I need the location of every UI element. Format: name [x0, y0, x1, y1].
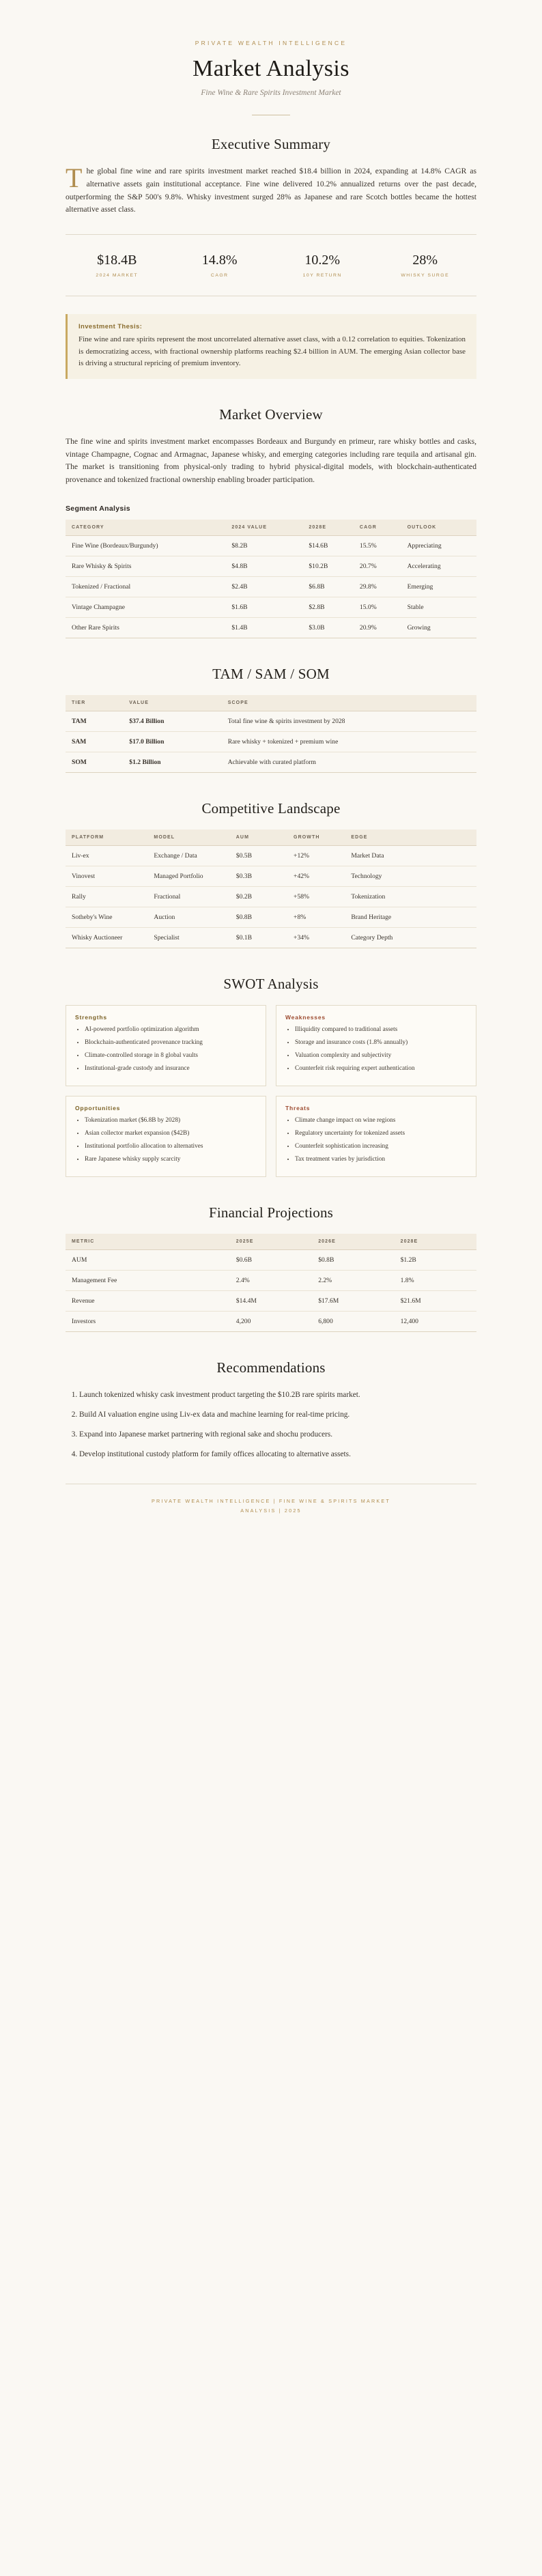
- cell-2024-value: $4.8B: [225, 556, 302, 577]
- cell-category: Other Rare Spirits: [66, 618, 225, 638]
- table-header-row: [66, 1234, 476, 1250]
- cell-2028e: $14.6B: [302, 536, 354, 556]
- table-row: [66, 1270, 476, 1290]
- tam-sam-som-heading: TAM / SAM / SOM: [212, 666, 330, 683]
- stat-value: 10.2%: [304, 253, 341, 268]
- cell-value: $17.0 Billion: [123, 732, 221, 752]
- table-row: [66, 1311, 476, 1331]
- table-row: [66, 618, 476, 638]
- stat-item: [169, 253, 272, 278]
- column-header: OUTLOOK: [401, 520, 476, 536]
- column-header: MODEL: [147, 830, 229, 846]
- swot-list: [75, 1025, 257, 1074]
- cell-2028e: 1.8%: [395, 1270, 476, 1290]
- column-header: 2026E: [312, 1234, 394, 1250]
- swot-grid: [66, 1005, 476, 1177]
- swot-list-item: • Institutional-grade custody and insurance: [85, 1064, 257, 1074]
- section-recommendations: [66, 1359, 476, 1460]
- cell-2025e: $0.6B: [230, 1249, 312, 1270]
- column-header: 2028E: [302, 520, 354, 536]
- swot-card-weaknesses: [276, 1005, 476, 1086]
- stat-item: [374, 253, 477, 278]
- column-header: PLATFORM: [66, 830, 147, 846]
- swot-heading: SWOT Analysis: [223, 976, 319, 993]
- swot-list-item: • Blockchain-authenticated provenance tracking: [85, 1038, 257, 1048]
- cell-growth: +42%: [287, 866, 345, 887]
- cell-2026e: 6,800: [312, 1311, 394, 1331]
- swot-list: [285, 1025, 467, 1074]
- investment-thesis-callout: [66, 314, 476, 379]
- column-header: GROWTH: [287, 830, 345, 846]
- cell-2026e: $0.8B: [312, 1249, 394, 1270]
- table-row: [66, 711, 476, 732]
- cell-edge: Technology: [345, 866, 476, 887]
- callout-text: Fine wine and rare spirits represent the most uncorrelated alternative asset class, with a 0.12 correlation to equities. Tokenization is democratizing access, with fractional ownership platforms reaching $2.4 billion in AUM. The emerging Asian collector base is driving a structural repricing of premium inventory.: [79, 335, 466, 368]
- stat-label: 2024 MARKET: [96, 273, 139, 279]
- stat-value: 14.8%: [201, 253, 238, 268]
- cell-model: Specialist: [147, 928, 229, 948]
- cell-2024-value: $2.4B: [225, 577, 302, 597]
- stat-item: [66, 253, 169, 278]
- cell-outlook: Stable: [401, 597, 476, 618]
- document-footer: [66, 1484, 476, 1516]
- cell-value: $37.4 Billion: [123, 711, 221, 732]
- recommendation-item: 3. Expand into Japanese market partnering with regional sake and shochu producers.: [79, 1428, 476, 1441]
- swot-card-opportunities: [66, 1096, 266, 1177]
- cell-cagr: 15.0%: [354, 597, 401, 618]
- swot-list-item: • Institutional portfolio allocation to alternatives: [85, 1142, 257, 1152]
- page-subtitle: Fine Wine & Rare Spirits Investment Market: [201, 89, 341, 97]
- tam-sam-som-table: [66, 695, 476, 773]
- swot-list: [75, 1116, 257, 1165]
- stat-label: CAGR: [210, 273, 229, 279]
- cell-2025e: 4,200: [230, 1311, 312, 1331]
- swot-card-title: Strengths: [75, 1014, 107, 1021]
- cell-edge: Market Data: [345, 846, 476, 866]
- cell-2028e: $10.2B: [302, 556, 354, 577]
- table-row: [66, 752, 476, 773]
- section-competitive-landscape: [66, 800, 476, 948]
- footer-line-1: PRIVATE WEALTH INTELLIGENCE | FINE WINE & SPIRITS MARKET: [152, 1497, 390, 1504]
- table-row: [66, 536, 476, 556]
- executive-summary-paragraph: The global fine wine and rare spirits investment market reached $18.4 billion in 2024, expanding at 14.8% CAGR as alternative assets gain institutional acceptance. Fine wine delivered 10.2% annualized returns over the past decade, outperforming the S&P 500's 9.8%. Whisky investment surged 28% as Japanese and rare Scotch bottles became the hottest alternative asset class.: [66, 162, 476, 214]
- recommendation-item: 4. Develop institutional custody platform for family offices allocating to alternative assets.: [79, 1448, 476, 1460]
- swot-card-threats: [276, 1096, 476, 1177]
- table-row: [66, 907, 476, 928]
- cell-2026e: $17.6M: [312, 1290, 394, 1311]
- cell-category: Vintage Champagne: [66, 597, 225, 618]
- cell-2028e: 12,400: [395, 1311, 476, 1331]
- swot-list-item: • Valuation complexity and subjectivity: [295, 1051, 467, 1061]
- masthead-kicker: PRIVATE WEALTH INTELLIGENCE: [195, 40, 347, 46]
- section-market-overview: [66, 406, 476, 638]
- section-tam-sam-som: [66, 666, 476, 773]
- page-title: Market Analysis: [192, 56, 350, 81]
- cell-growth: +8%: [287, 907, 345, 928]
- segment-analysis-block: [66, 505, 476, 638]
- cell-cagr: 29.8%: [354, 577, 401, 597]
- cell-2028e: $2.8B: [302, 597, 354, 618]
- cell-edge: Brand Heritage: [345, 907, 476, 928]
- table-row: [66, 732, 476, 752]
- swot-card-strengths: [66, 1005, 266, 1086]
- cell-category: Rare Whisky & Spirits: [66, 556, 225, 577]
- column-header: METRIC: [66, 1234, 230, 1250]
- stat-item: [271, 253, 374, 278]
- swot-list-item: • Illiquidity compared to traditional assets: [295, 1025, 467, 1035]
- cell-tier: TAM: [66, 711, 123, 732]
- cell-2025e: $14.4M: [230, 1290, 312, 1311]
- table-row: [66, 928, 476, 948]
- cell-edge: Tokenization: [345, 887, 476, 907]
- cell-growth: +34%: [287, 928, 345, 948]
- cell-cagr: 15.5%: [354, 536, 401, 556]
- stats-divider-top: [66, 234, 476, 235]
- cell-aum: $0.2B: [230, 887, 287, 907]
- cell-outlook: Accelerating: [401, 556, 476, 577]
- cell-cagr: 20.7%: [354, 556, 401, 577]
- table-row: [66, 887, 476, 907]
- section-financial-projections: [66, 1204, 476, 1332]
- cell-model: Managed Portfolio: [147, 866, 229, 887]
- cell-value: $1.2 Billion: [123, 752, 221, 773]
- swot-list-item: • Regulatory uncertainty for tokenized assets: [295, 1129, 467, 1139]
- table-row: [66, 577, 476, 597]
- table-row: [66, 556, 476, 577]
- market-overview-heading: Market Overview: [219, 406, 323, 423]
- callout-title: Investment Thesis:: [79, 323, 143, 331]
- cell-2028e: $21.6M: [395, 1290, 476, 1311]
- table-row: [66, 846, 476, 866]
- key-stats-row: [66, 253, 476, 278]
- swot-list-item: • Counterfeit sophistication increasing: [295, 1142, 467, 1152]
- recommendations-list: [66, 1389, 476, 1460]
- executive-summary-heading: Executive Summary: [211, 136, 331, 152]
- cell-scope: Total fine wine & spirits investment by 2028: [222, 711, 476, 732]
- swot-list-item: • Rare Japanese whisky supply scarcity: [85, 1155, 257, 1165]
- cell-metric: Investors: [66, 1311, 230, 1331]
- column-header: CATEGORY: [66, 520, 225, 536]
- cell-tier: SAM: [66, 732, 123, 752]
- column-header: EDGE: [345, 830, 476, 846]
- column-header: 2028E: [395, 1234, 476, 1250]
- column-header: CAGR: [354, 520, 401, 536]
- masthead: [66, 40, 476, 115]
- recommendations-heading: Recommendations: [216, 1359, 326, 1376]
- segment-analysis-table: [66, 520, 476, 638]
- swot-list-item: • Asian collector market expansion ($42B): [85, 1129, 257, 1139]
- swot-card-title: Weaknesses: [285, 1014, 326, 1021]
- table-row: [66, 1290, 476, 1311]
- cell-edge: Category Depth: [345, 928, 476, 948]
- swot-list-item: • Climate-controlled storage in 8 global vaults: [85, 1051, 257, 1061]
- table-row: [66, 597, 476, 618]
- cell-growth: +12%: [287, 846, 345, 866]
- swot-list-item: • Storage and insurance costs (1.8% annually): [295, 1038, 467, 1048]
- cell-aum: $0.3B: [230, 866, 287, 887]
- cell-model: Fractional: [147, 887, 229, 907]
- cell-platform: Liv-ex: [66, 846, 147, 866]
- stat-label: 10Y RETURN: [302, 273, 342, 279]
- column-header: AUM: [230, 830, 287, 846]
- cell-scope: Achievable with curated platform: [222, 752, 476, 773]
- cell-2028e: $6.8B: [302, 577, 354, 597]
- swot-list-item: • Counterfeit risk requiring expert authentication: [295, 1064, 467, 1074]
- cell-aum: $0.1B: [230, 928, 287, 948]
- cell-platform: Rally: [66, 887, 147, 907]
- cell-platform: Sotheby's Wine: [66, 907, 147, 928]
- cell-tier: SOM: [66, 752, 123, 773]
- segment-analysis-heading: Segment Analysis: [66, 505, 130, 513]
- cell-cagr: 20.9%: [354, 618, 401, 638]
- column-header: 2024 VALUE: [225, 520, 302, 536]
- section-swot: [66, 976, 476, 1177]
- table-header-row: [66, 695, 476, 711]
- column-header: 2025E: [230, 1234, 312, 1250]
- column-header: VALUE: [123, 695, 221, 711]
- table-header-row: [66, 830, 476, 846]
- swot-list-item: • Tax treatment varies by jurisdiction: [295, 1155, 467, 1165]
- cell-2028e: $1.2B: [395, 1249, 476, 1270]
- market-overview-paragraph: The fine wine and spirits investment market encompasses Bordeaux and Burgundy en primeur, rare whisky bottles and casks, vintage Champagne, Cognac and Armagnac, Japanese whisky, and emerging categories including rare tequila and artisanal gin. The market is transitioning from physical-only trading to hybrid physical-digital models, with blockchain-authenticated provenance and tokenized fractional ownership enabling broader participation.: [66, 436, 476, 485]
- swot-card-title: Opportunities: [75, 1104, 121, 1112]
- section-executive-summary: [66, 136, 476, 379]
- cell-category: Fine Wine (Bordeaux/Burgundy): [66, 536, 225, 556]
- cell-2024-value: $1.6B: [225, 597, 302, 618]
- financial-projections-heading: Financial Projections: [208, 1204, 334, 1221]
- stat-value: $18.4B: [97, 253, 137, 268]
- cell-2025e: 2.4%: [230, 1270, 312, 1290]
- cell-2024-value: $8.2B: [225, 536, 302, 556]
- cell-growth: +58%: [287, 887, 345, 907]
- competitive-landscape-table: [66, 830, 476, 948]
- competitive-landscape-heading: Competitive Landscape: [201, 800, 341, 817]
- table-row: [66, 1249, 476, 1270]
- stat-label: WHISKY SURGE: [401, 273, 450, 279]
- cell-outlook: Emerging: [401, 577, 476, 597]
- swot-card-title: Threats: [285, 1104, 311, 1112]
- cell-metric: Management Fee: [66, 1270, 230, 1290]
- financial-projections-table: [66, 1234, 476, 1332]
- cell-metric: Revenue: [66, 1290, 230, 1311]
- cell-model: Exchange / Data: [147, 846, 229, 866]
- cell-platform: Vinovest: [66, 866, 147, 887]
- recommendation-item: 1. Launch tokenized whisky cask investment product targeting the $10.2B rare spirits market.: [79, 1389, 476, 1401]
- swot-list-item: • Tokenization market ($6.8B by 2028): [85, 1116, 257, 1126]
- cell-aum: $0.8B: [230, 907, 287, 928]
- cell-platform: Whisky Auctioneer: [66, 928, 147, 948]
- cell-aum: $0.5B: [230, 846, 287, 866]
- table-row: [66, 866, 476, 887]
- footer-line-2: ANALYSIS | 2025: [240, 1508, 302, 1514]
- recommendation-item: 2. Build AI valuation engine using Liv-ex data and machine learning for real-time pricing.: [79, 1409, 476, 1421]
- cell-outlook: Appreciating: [401, 536, 476, 556]
- cell-2028e: $3.0B: [302, 618, 354, 638]
- swot-list: [285, 1116, 467, 1165]
- cell-outlook: Growing: [401, 618, 476, 638]
- swot-list-item: • Climate change impact on wine regions: [295, 1116, 467, 1126]
- cell-model: Auction: [147, 907, 229, 928]
- column-header: TIER: [66, 695, 123, 711]
- cell-2024-value: $1.4B: [225, 618, 302, 638]
- cell-2026e: 2.2%: [312, 1270, 394, 1290]
- stat-value: 28%: [412, 253, 438, 268]
- swot-list-item: • AI-powered portfolio optimization algorithm: [85, 1025, 257, 1035]
- table-header-row: [66, 520, 476, 536]
- cell-metric: AUM: [66, 1249, 230, 1270]
- cell-category: Tokenized / Fractional: [66, 577, 225, 597]
- cell-scope: Rare whisky + tokenized + premium wine: [222, 732, 476, 752]
- column-header: SCOPE: [222, 695, 476, 711]
